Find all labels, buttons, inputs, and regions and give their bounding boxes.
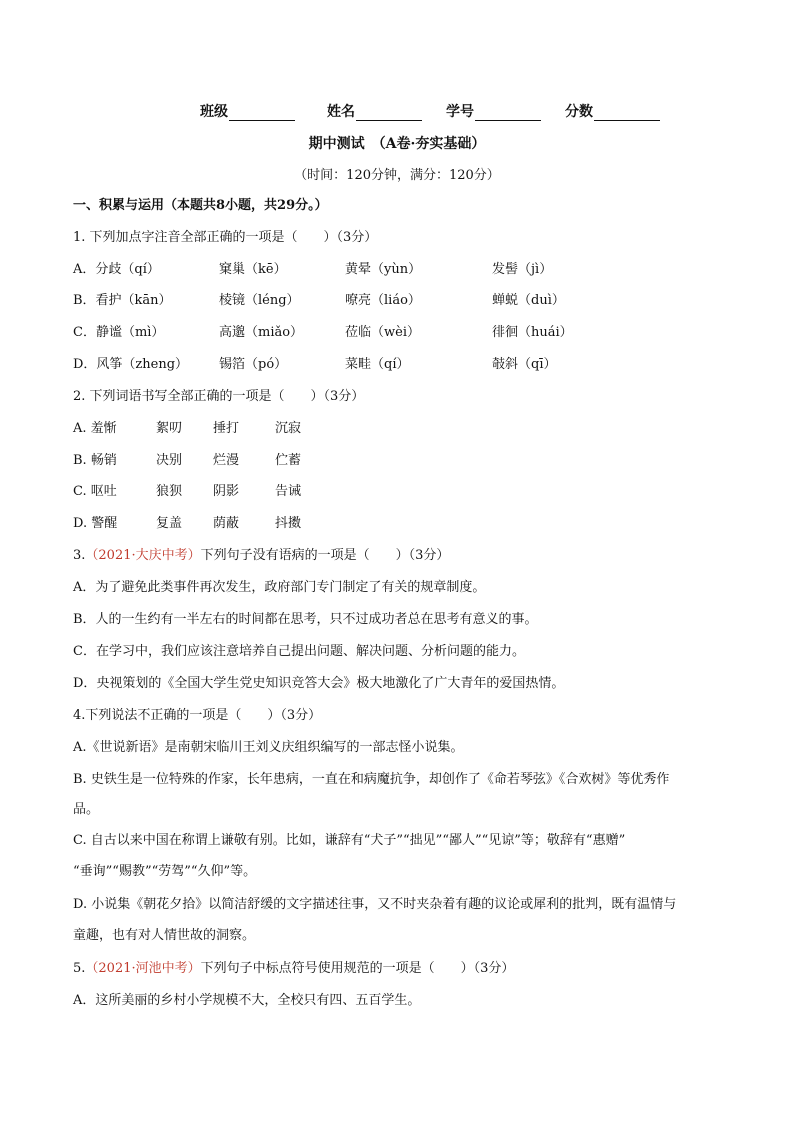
q4-option-a: A.《世说新语》是南朝宋临川王刘义庆组织编写的一部志怪小说集。	[73, 740, 464, 755]
student-id-blank[interactable]	[475, 106, 541, 121]
q5-stem-line: 5.（2021·河池中考）下列句子中标点符号使用规范的一项是（ ）（3分）	[73, 961, 515, 976]
q4-option-d-line1: D. 小说集《朝花夕拾》以简洁舒缓的文字描述往事，又不时夹杂着有趣的议论或犀利的批判，既有温情与	[73, 897, 677, 912]
section-heading: 一、积累与运用（本题共8小题，共29分。）	[73, 198, 328, 213]
name-field: 姓名	[327, 101, 422, 121]
q3-option-d: D．央视策划的《全国大学生党史知识竞答大会》极大地激化了广大青年的爱国热情。	[73, 676, 565, 691]
exam-page: 班级 姓名 学号 分数 期中测试 （A卷·夯实基础） （时间：120分钟，满分：120分） 一、积累与运用（本题共8小题，共29分。） 1. 下列加点字注音全部正确的一项是（ ）（3分） A．分歧（qí） 窠巢（kē） 黄晕（yùn） 发髻（jì） B．看护（kān） 棱镜（léng） 嘹亮（liáo） 蝉蜕（duì） C．静谧（mì） 高邈（miǎo） 莅临（wèi） 徘徊（huái） D．风筝（zheng） 锡箔（pó） 菜畦（qí） 攲斜（qī） 2. 下列词语书写全部正确的一项是（ ）（3分） A. 羞惭 絮叨 捶打 沉寂 B. 畅销 决别 烂漫 伫蓄 C. 呕吐 狼狈 阴影 告诫 D. 警醒 复盖 荫蔽 抖擞 3.（2021·大庆中考）下列句子没有语病的一项是（ ）（3分） A．为了避免此类事件再次发生，政府部门专门制定了有关的规章制度。 B．人的一生约有一半左右的时间都在思考，只不过成功者总在思考有意义的事。 C．在学习中，我们应该注意培养自己提出问题、解决问题、分析问题的能力。 D．央视策划的《全国大学生党史知识竞答大会》极大地激化了广大青年的爱国热情。 4.下列说法不正确的一项是（ ）（3分） A.《世说新语》是南朝宋临川王刘义庆组织编写的一部志怪小说集。 B. 史铁生是一位特殊的作家，长年患病，一直在和病魔抗争，却创作了《命若琴弦》《合欢树》等优秀作 品。 C. 自古以来中国在称谓上谦敬有别。比如，谦辞有“犬子”“拙见”“鄙人”“见谅”等；敬辞有“惠赠” “垂询”“赐教”“劳驾”“久仰”等。 D. 小说集《朝花夕拾》以简洁舒缓的文字描述往事，又不时夹杂着有趣的议论或犀利的批判，既有温情与 童趣，也有对人情世故的洞察。 5.（2021·河池中考）下列句子中标点符号使用规范的一项是（ ）（3分） A．这所美丽的乡村小学规模不大，全校只有四、五百学生。	[0, 0, 794, 1123]
q3-stem-line: 3.（2021·大庆中考）下列句子没有语病的一项是（ ）（3分）	[73, 548, 450, 563]
exam-title: 期中测试 （A卷·夯实基础）	[308, 136, 486, 152]
score-field: 分数	[565, 101, 660, 121]
class-blank[interactable]	[229, 106, 295, 121]
q4-option-b-line1: B. 史铁生是一位特殊的作家，长年患病，一直在和病魔抗争，却创作了《命若琴弦》《合欢树》等优秀作	[73, 772, 670, 787]
exam-subtitle: （时间：120分钟，满分：120分）	[294, 168, 500, 183]
q2-stem: 2. 下列词语书写全部正确的一项是（ ）（3分）	[73, 389, 365, 404]
q5-source: （2021·河池中考）	[85, 961, 201, 976]
q3-option-a: A．为了避免此类事件再次发生，政府部门专门制定了有关的规章制度。	[73, 580, 486, 595]
name-blank[interactable]	[356, 106, 422, 121]
score-blank[interactable]	[594, 106, 660, 121]
q5-option-a: A．这所美丽的乡村小学规模不大，全校只有四、五百学生。	[73, 993, 421, 1008]
q1-stem: 1. 下列加点字注音全部正确的一项是（ ）（3分）	[73, 230, 378, 245]
q3-source: （2021·大庆中考）	[85, 548, 201, 563]
q4-option-b-line2: 品。	[73, 802, 100, 817]
q4-stem: 4.下列说法不正确的一项是（ ）（3分）	[73, 708, 322, 723]
q3-option-b: B．人的一生约有一半左右的时间都在思考，只不过成功者总在思考有意义的事。	[73, 612, 538, 627]
q4-option-d-line2: 童趣，也有对人情世故的洞察。	[73, 928, 256, 943]
class-field: 班级	[200, 101, 295, 121]
q4-option-c-line2: “垂询”“赐教”“劳驾”“久仰”等。	[73, 864, 257, 879]
student-id-field: 学号	[446, 101, 541, 121]
q4-option-c-line1: C. 自古以来中国在称谓上谦敬有别。比如，谦辞有“犬子”“拙见”“鄙人”“见谅”等；敬辞有“惠赠”	[73, 833, 626, 848]
q3-option-c: C．在学习中，我们应该注意培养自己提出问题、解决问题、分析问题的能力。	[73, 644, 525, 659]
